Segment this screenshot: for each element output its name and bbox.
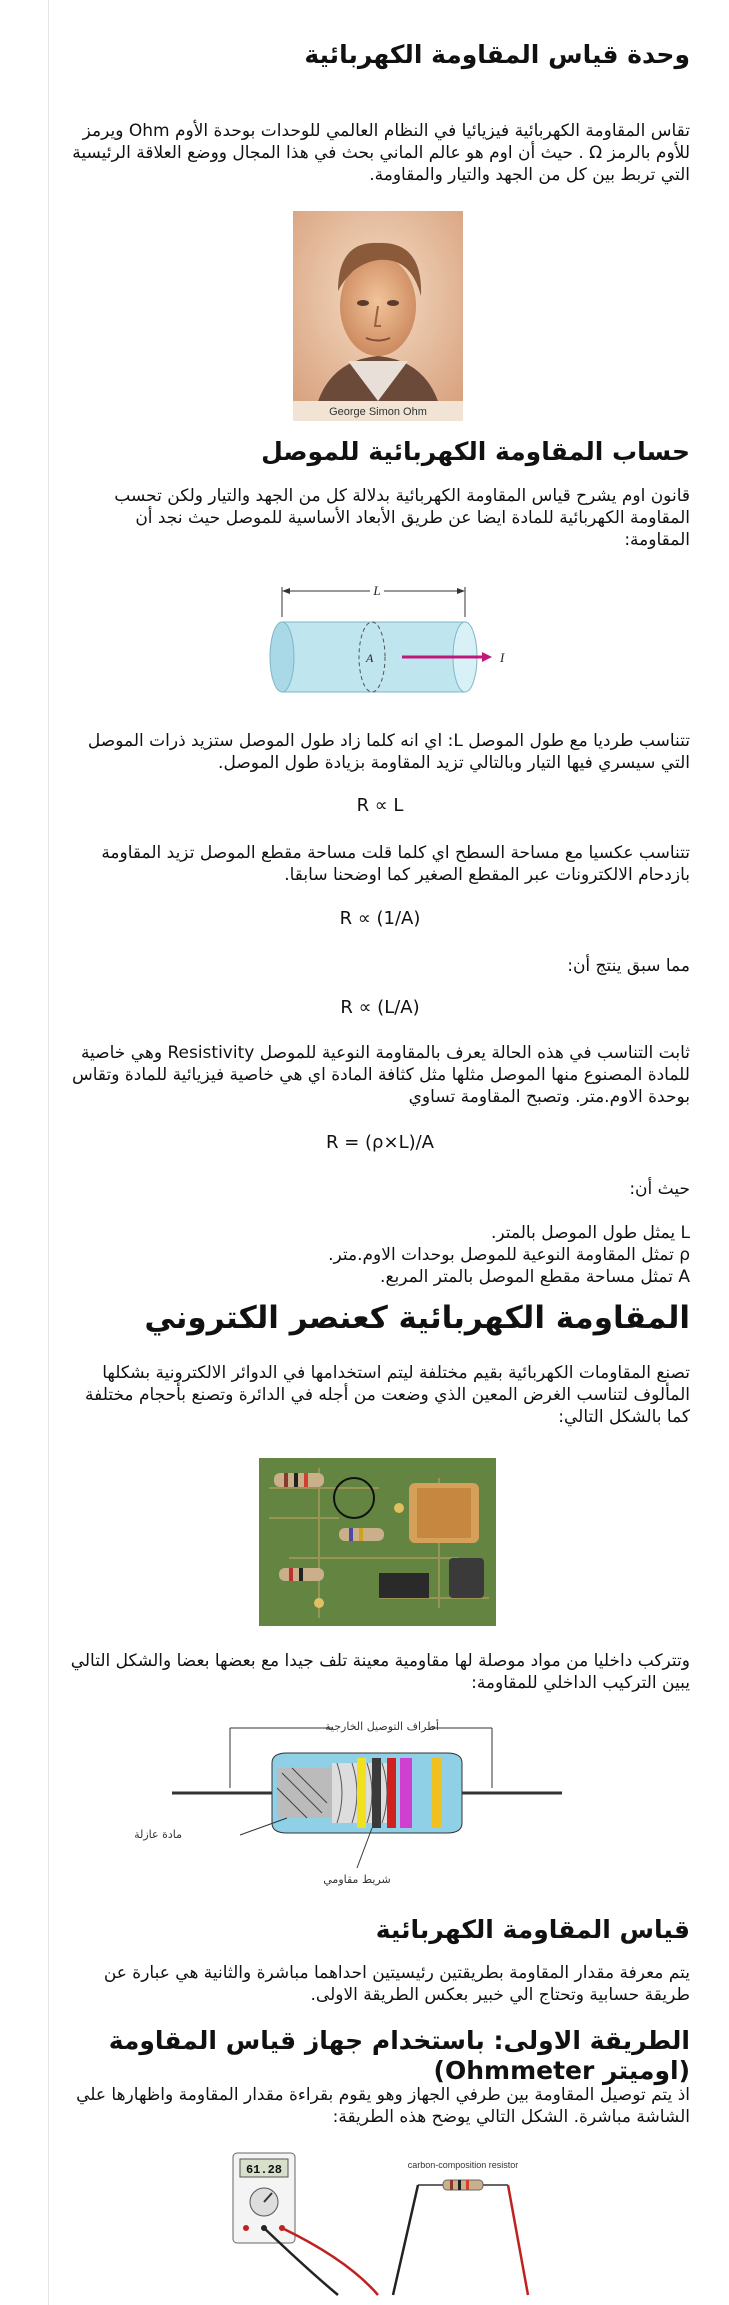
insulator-label: مادة عازلة xyxy=(134,1828,182,1841)
conductor-diagram xyxy=(262,577,512,697)
resistor-caption: carbon-composition resistor xyxy=(407,2160,519,2170)
strip-label: شريط مقاومي xyxy=(323,1873,391,1886)
def-resistivity: ρ تمثل المقاومة النوعية للموصل بوحدات الاوم.متر. xyxy=(328,1245,690,1265)
intro-paragraph: تقاس المقاومة الكهربائية فيزيائيا في النظام العالمي للوحدات بوحدة الأوم Ohm ويرمز للأوم بالرمز Ω . حيث أن اوم هو عالم الماني بحث في هذا المجال ووضع العلاقة الرئيسية التي تربط بين كل من الجهد والتيار والمقاومة. xyxy=(72,121,690,185)
ohmmeter-diagram xyxy=(228,2150,548,2300)
method1-heading: الطريقة الاولى: باستخدام جهاز قياس المقاومة (اوميتر Ohmmeter) xyxy=(108,2026,690,2085)
prop-length-paragraph: تتناسب طرديا مع طول الموصل L: اي انه كلما زاد طول الموصل ستزيد ذرات الموصل التي سيسري فيها التيار وبالتالي تزيد المقاومة بزيادة طول الموصل. xyxy=(87,731,690,773)
def-length: L يمثل طول الموصل بالمتر. xyxy=(491,1223,690,1243)
length-label: L xyxy=(373,583,381,598)
method1-paragraph: اذ يتم توصيل المقاومة بين طرفي الجهاز وهو يقوم بقراءة مقدار المقاومة واظهارها علي الشاشة مباشرة. الشكل التالي يوضح هذه الطريقة: xyxy=(76,2085,690,2127)
resistivity-paragraph: ثابت التناسب في هذه الحالة يعرف بالمقاومة النوعية للموصل Resistivity وهي خاصية للمادة المصنوع منها الموصل مثلها مثل كثافة المادة اي هي خاصية فيزيائية للمادة وتقاس بوحدة الاوم.متر. وتصبح المقاومة تساوي xyxy=(72,1043,690,1107)
section-heading-conductor: حساب المقاومة الكهربائية للموصل xyxy=(261,437,690,466)
prop-area-paragraph: تتناسب عكسيا مع مساحة السطح اي كلما قلت مساحة مقطع الموصل تزيد المقاومة بازدحام الالكترونات عبر المقطع الصغير كما اوضحنا سابقا. xyxy=(101,843,690,885)
formula-r-prop-l: R ∝ L xyxy=(356,795,404,816)
formula-r-prop-l-over-a: R ∝ (L/A) xyxy=(340,997,420,1018)
section2-paragraph2: وتتركب داخليا من مواد موصلة لها مقاومية معينة تلف جيدا مع بعضها بعضا والشكل التالي يبين التركيب الداخلي للمقاومة: xyxy=(70,1651,690,1693)
section1-paragraph: قانون اوم يشرح قياس المقاومة الكهربائية بدلالة كل من الجهد والتيار ولكن تحسب المقاومة الكهربائية للمادة ايضا عن طريق الأبعاد الأساسية للموصل حيث نجد أن المقاومة: xyxy=(114,486,690,550)
section-heading-component: المقاومة الكهربائية كعنصر الكتروني xyxy=(144,1300,690,1336)
left-border xyxy=(48,0,49,2305)
conclude-text: مما سبق ينتج أن: xyxy=(567,956,690,976)
section-heading-measure: قياس المقاومة الكهربائية xyxy=(375,1915,690,1944)
portrait-caption: George Simon Ohm xyxy=(329,406,427,418)
resistor-structure-diagram xyxy=(134,1713,562,1891)
area-label: A xyxy=(366,651,374,665)
pcb-resistors-image xyxy=(259,1458,496,1626)
section2-paragraph: تصنع المقاومات الكهربائية بقيم مختلفة ليتم استخدامها في الدوائر الالكترونية بشكلها المألوف لتناسب الغرض المعين الذي وضعت من أجله في الدائرة وتصنع بأحجام مختلفة كما بالشكل التالي: xyxy=(84,1363,690,1427)
leads-label: أطراف التوصيل الخارجية xyxy=(325,1720,439,1733)
def-area: A تمثل مساحة مقطع الموصل بالمتر المربع. xyxy=(380,1267,690,1287)
formula-resistance: R = (ρ×L)/A xyxy=(326,1132,434,1153)
ohm-portrait-image xyxy=(293,211,463,421)
meter-reading: 61.28 xyxy=(245,2163,283,2177)
formula-r-prop-inv-a: R ∝ (1/A) xyxy=(339,908,421,929)
section3-paragraph: يتم معرفة مقدار المقاومة بطريقتين رئيسيتين احداهما مباشرة والثانية هي عبارة عن طريقة حسابية وتحتاج الي خبير بعكس الطريقة الاولى. xyxy=(103,1963,690,2005)
where-text: حيث أن: xyxy=(629,1179,690,1199)
current-label: I xyxy=(500,650,505,665)
page-title: وحدة قياس المقاومة الكهربائية xyxy=(304,40,690,69)
